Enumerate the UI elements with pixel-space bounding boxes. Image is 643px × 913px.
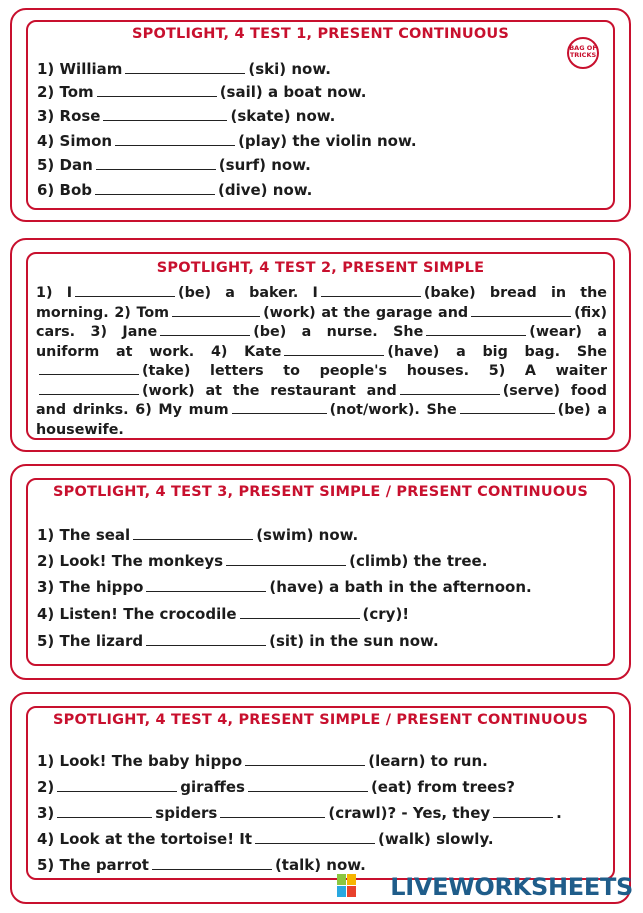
test-1-item-5: 5) Dan (surf) now. (37, 156, 311, 174)
test-4-item-4: 4) Look at the tortoise! It (walk) slowly. (37, 830, 494, 848)
test-3-item-2: 2) Look! The monkeys (climb) the tree. (37, 552, 488, 570)
answer-blank[interactable] (146, 631, 266, 646)
test-1-item-2: 2) Tom (sail) a boat now. (37, 83, 367, 101)
test-4-item-2: 2) giraffes (eat) from trees? (37, 778, 515, 796)
answer-blank[interactable] (39, 362, 139, 375)
test-4-title: SPOTLIGHT, 4 TEST 4, PRESENT SIMPLE / PRESENT CONTINUOUS (52, 712, 588, 728)
test-1-item-6: 6) Bob (dive) now. (37, 181, 313, 199)
answer-blank[interactable] (248, 777, 368, 792)
answer-blank[interactable] (115, 131, 235, 146)
answer-blank[interactable] (232, 401, 327, 414)
test-1-item-1: 1) William (ski) now. (37, 60, 331, 78)
test-3-item-5: 5) The lizard (sit) in the sun now. (37, 632, 439, 650)
liveworksheets-logo-icon (337, 874, 357, 898)
test-1-item-4: 4) Simon (play) the violin now. (37, 132, 417, 150)
answer-blank[interactable] (97, 82, 217, 97)
test-3-item-3: 3) The hippo (have) a bath in the afternoon. (37, 578, 532, 596)
bag-of-tricks-logo: BAG OF TRICKS (567, 37, 599, 69)
answer-blank[interactable] (400, 382, 500, 395)
answer-blank[interactable] (240, 604, 360, 619)
answer-blank[interactable] (160, 323, 250, 336)
answer-blank[interactable] (426, 323, 526, 336)
answer-blank[interactable] (321, 284, 421, 297)
answer-blank[interactable] (57, 777, 177, 792)
test-1-title: SPOTLIGHT, 4 TEST 1, PRESENT CONTINUOUS (131, 26, 510, 42)
test-4-item-5: 5) The parrot (talk) now. (37, 856, 366, 874)
answer-blank[interactable] (460, 401, 555, 414)
answer-blank[interactable] (146, 577, 266, 592)
answer-blank[interactable] (493, 803, 553, 818)
test-2-title: SPOTLIGHT, 4 TEST 2, PRESENT SIMPLE (156, 260, 485, 276)
answer-blank[interactable] (133, 525, 253, 540)
answer-blank[interactable] (172, 304, 260, 317)
answer-blank[interactable] (226, 551, 346, 566)
test-4-item-1: 1) Look! The baby hippo (learn) to run. (37, 752, 488, 770)
answer-blank[interactable] (75, 284, 175, 297)
answer-blank[interactable] (125, 59, 245, 74)
test-1-item-3: 3) Rose (skate) now. (37, 107, 336, 125)
test-3-item-4: 4) Listen! The crocodile (cry)! (37, 605, 410, 623)
answer-blank[interactable] (57, 803, 152, 818)
answer-blank[interactable] (471, 304, 571, 317)
answer-blank[interactable] (284, 343, 384, 356)
answer-blank[interactable] (95, 180, 215, 195)
test-3-item-1: 1) The seal (swim) now. (37, 526, 359, 544)
answer-blank[interactable] (220, 803, 325, 818)
liveworksheets-brand: LIVEWORKSHEETS (390, 873, 633, 901)
answer-blank[interactable] (255, 829, 375, 844)
test-4-item-3: 3) spiders (crawl)? - Yes, they . (37, 804, 562, 822)
answer-blank[interactable] (96, 155, 216, 170)
answer-blank[interactable] (152, 855, 272, 870)
answer-blank[interactable] (39, 382, 139, 395)
test-3-title: SPOTLIGHT, 4 TEST 3, PRESENT SIMPLE / PRESENT CONTINUOUS (52, 484, 588, 500)
answer-blank[interactable] (245, 751, 365, 766)
answer-blank[interactable] (103, 106, 227, 121)
test-2-paragraph: 1) I (be) a baker. I (bake) bread in the morning. 2) Tom (work) at the garage and (fix) cars. 3) Jane (be) a nurse. She (wear) a uniform at work. 4) Kate (have) a big bag. She(take) letters to people's houses. 5) A waiter(work) at the restaurant and (serve) food and drinks. 6) My mum (not/work). She (be) a housewife. (36, 285, 608, 438)
